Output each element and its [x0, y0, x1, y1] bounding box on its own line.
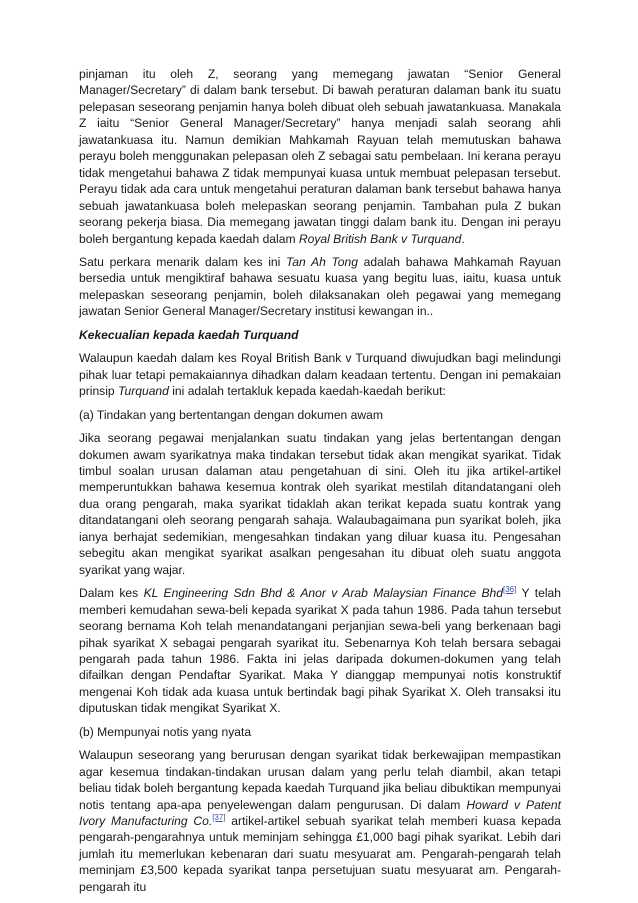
body-paragraph — [79, 350, 561, 399]
text-run: Walaupun kaedah dalam kes Royal British Bank v Turquand diwujudkan bagi melindungi pihak luar tetapi pemakaiannya dihadkan dalam keadaan tertentu. Dengan ini pemakaian prinsip — [79, 351, 561, 399]
text-run: pinjaman itu oleh Z, seorang yang memegang jawatan “Senior General Manager/Secretary” di dalam bank tersebut. Di bawah peraturan dalaman bank itu suatu pelepasan seseorang penjamin hanya boleh dibuat oleh sebuah jawatankuasa. Manakala Z iaitu “Senior General Manager/Secretary” hanya menjadi salah seorang ahli jawatankuasa itu. Namun demikian Mahkamah Rayuan telah memutuskan bahawa perayu boleh menggunakan pelepasan oleh Z sebagai satu pembelaan. Ini kerana perayu tidak mengetahui bahawa Z tidak mempunyai kuasa untuk membuat pelepasan tersebut. Perayu tidak ada cara untuk mengetahui peraturan dalaman bank tersebut bahawa hanya sebuah jawatankuasa boleh melepaskan seorang penjamin. Tambahan pula Z bukan seorang pekerja biasa. Dia memegang jawatan tinggi dalam bank itu. Dengan ini perayu boleh bergantung kepada kaedah dalam — [79, 67, 561, 246]
document-page — [79, 66, 561, 902]
section-heading — [79, 327, 561, 343]
text-run: artikel-artikel sebuah syarikat telah memberi kuasa kepada pengarah-pengarahnya untuk meminjam sehingga £1,000 bagi pihak syarikat. Lebih dari jumlah itu memerlukan kebenaran dari suatu mesyuarat am. Pengarah-pengarah telah meminjam £3,500 kepada syarikat tanpa persetujuan suatu mesyuarat am. Pengarah-pengarah itu — [79, 814, 562, 894]
footnote-reference-link[interactable]: [36] — [503, 585, 517, 595]
text-run: (b) Mempunyai notis yang nyata — [79, 724, 252, 739]
italic-text: KL Engineering Sdn Bhd & Anor v Arab Malaysian Finance Bhd — [143, 586, 503, 601]
body-paragraph — [79, 430, 561, 578]
italic-text: Tan Ah Tong — [286, 254, 358, 269]
body-paragraph — [79, 724, 561, 740]
body-paragraph — [79, 254, 561, 320]
text-run: Jika seorang pegawai menjalankan suatu tindakan yang jelas bertentangan dengan dokumen awam syarikatnya maka tindakan tersebut tidak akan mengikat syarikat. Tidak timbul soalan urusan dalaman atau pengetahuan di sini. Oleh itu jika artikel-artikel memperuntukkan bahawa kesemua kontrak oleh syarikat mestilah ditandatangani oleh dua orang pengarah, maka syarikat tidaklah akan terikat kepada suatu kontrak yang ditandatangani oleh seorang pengarah sahaja. Walaubagaimana pun syarikat boleh, jika ianya berhajat sedemikian, mengesahkan tindakan yang diluar kuasa itu. Pengesahan sebegitu akan mengikat syarikat asalkan pengesahan itu dibuat oleh suatu anggota syarikat yang wajar. — [79, 431, 561, 577]
text-run: ini adalah tertakluk kepada kaedah-kaedah berikut: — [168, 384, 446, 399]
text-run: Satu perkara menarik dalam kes ini — [79, 254, 287, 269]
text-run: adalah bahawa Mahkamah Rayuan bersedia untuk mengiktiraf bahawa sesuatu kuasa yang begitu luas, iaitu, kuasa untuk melepaskan seseorang penjamin, boleh dilaksanakan oleh pegawai yang memegang jawatan Senior General Manager/Secretary institusi kewangan in.. — [79, 254, 561, 319]
italic-text: Royal British Bank v Turquand — [298, 231, 462, 246]
text-run: Walaupun seseorang yang berurusan dengan syarikat tidak berkewajipan mempastikan agar kesemua tindakan-tindakan urusan dalam yang perlu telah diambil, akan tetapi beliau tidak boleh bergantung kepada kaedah Turquand jika beliau dibuktikan mempunyai notis tentang apa-apa penyelewengan dalam pengurusan. Di dalam — [79, 748, 561, 812]
text-run: (a) Tindakan yang bertentangan dengan dokumen awam — [79, 407, 383, 422]
italic-text: Howard v Patent Ivory Manufacturing Co. — [79, 797, 561, 829]
text-run: Y telah memberi kemudahan sewa-beli kepada syarikat X pada tahun 1986. Pada tahun tersebut seorang bernama Koh telah menandatangani perjanjian sewa-beli yang berkenaan bagi pihak syarikat X sebagai pengarah syarikat itu. Sebenarnya Koh telah bersara sebagai pengarah pada tahun 1986. Fakta ini jelas daripada dokumen-dokumen yang telah difailkan dengan Pendaftar Syarikat. Maka Y dianggap mempunyai notis konstruktif mengenai Koh tidak ada kuasa untuk bertindak bagi pihak Syarikat X. Oleh transaksi itu diputuskan tidak mengikat Syarikat X. — [79, 586, 561, 716]
text-run: Kekecualian kepada kaedah Turquand — [79, 327, 299, 342]
text-run: Dalam kes — [79, 586, 144, 601]
body-paragraph — [79, 407, 561, 423]
body-paragraph — [79, 747, 561, 895]
footnote-reference-link[interactable]: [37] — [212, 813, 226, 822]
italic-text: Turquand — [118, 384, 169, 399]
text-run: . — [461, 231, 465, 246]
body-paragraph — [79, 585, 561, 717]
body-paragraph — [79, 66, 561, 247]
